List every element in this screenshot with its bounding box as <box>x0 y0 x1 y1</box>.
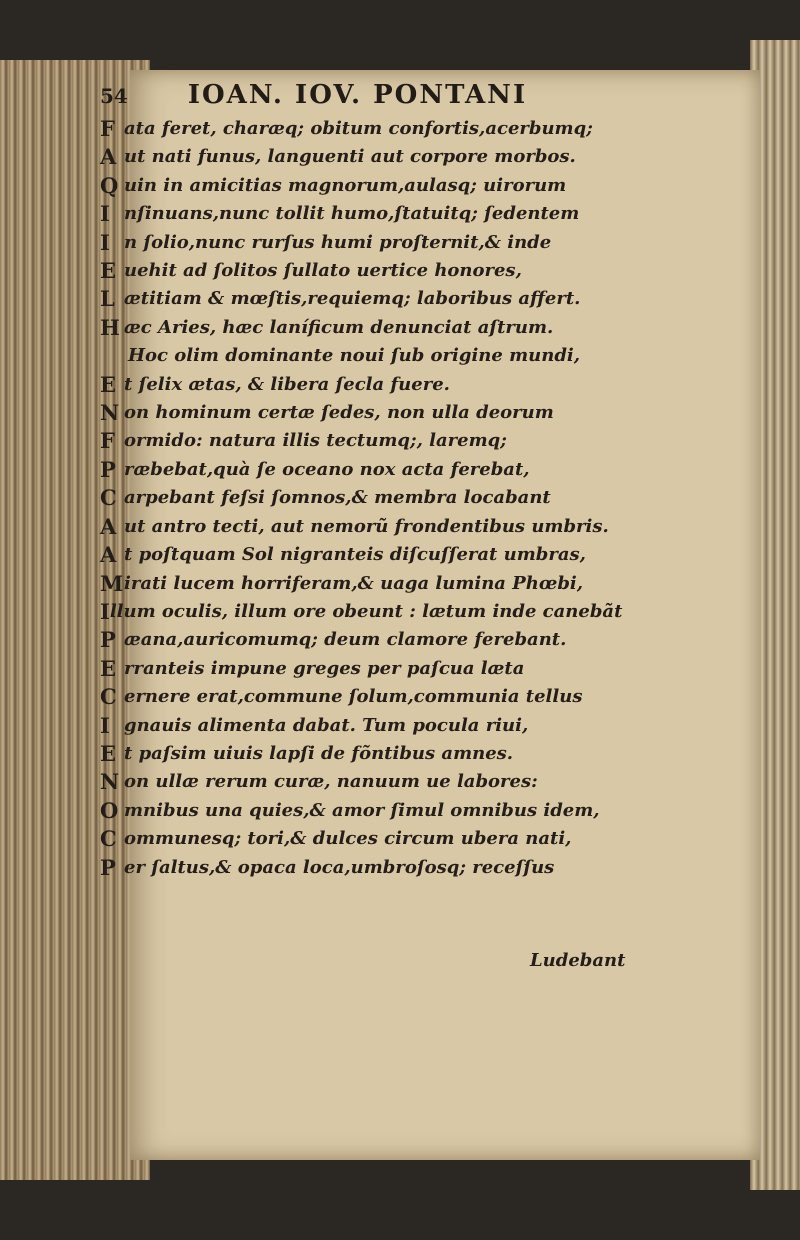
verse-text: t paſsim uiuis lapſi de fõntibus amnes. <box>124 742 514 764</box>
verse-text: gnauis alimenta dabat. Tum pocula riui, <box>124 714 529 736</box>
verse-initial: N <box>100 400 120 426</box>
verse-line <box>100 172 620 200</box>
verse-line <box>100 285 620 313</box>
verse-text: ut nati funus, languenti aut corpore morbos. <box>124 146 576 168</box>
verse-line <box>100 371 620 399</box>
verse-line <box>100 200 620 228</box>
verse-line <box>100 712 620 740</box>
verse-initial: M <box>100 570 124 596</box>
verse-initial: O <box>100 797 119 823</box>
verse-line <box>100 257 620 285</box>
verse-initial: C <box>100 826 117 852</box>
verse-line <box>100 484 620 512</box>
verse-text: uehit ad ſolitos ſullato uertice honores, <box>124 260 522 282</box>
verse-line <box>100 456 620 484</box>
verse-line <box>100 570 620 598</box>
verse-text: rranteis impune greges per paſcua læta <box>124 657 525 679</box>
verse-line <box>100 854 620 882</box>
verse-line <box>100 598 623 626</box>
page-header <box>100 80 760 116</box>
verse-line <box>100 399 620 427</box>
verse-text: er ſaltus,& opaca loca,umbroſosq; receſſus <box>124 856 555 878</box>
verse-line <box>100 626 620 654</box>
verse-text: æc Aries, hæc laníficum denunciat aſtrum. <box>124 316 554 338</box>
verse-text: ætitiam & mœſtis,requiemq; laboribus affert. <box>124 288 581 310</box>
verse-line <box>100 825 620 853</box>
verse-text: nſinuans,nunc tollit humo,ſtatuitq; ſedentem <box>124 203 580 225</box>
verse-text: llum oculis, illum ore obeunt : lætum inde canebãt <box>109 600 623 622</box>
verse-initial: E <box>100 740 117 766</box>
verse-text: ernere erat,commune ſolum,communia tellus <box>124 686 583 708</box>
verse-line <box>100 541 620 569</box>
verse-initial: I <box>100 712 110 738</box>
page-number: 54 <box>100 84 128 108</box>
verse-line <box>100 427 620 455</box>
verse-line <box>100 143 620 171</box>
verse-initial: A <box>100 542 117 568</box>
verse-text: ommunesq; tori,& dulces circum ubera nati, <box>124 828 572 850</box>
verse-text: n ſolio,nunc rurſus humi proſternit,& inde <box>124 231 552 253</box>
verse-initial: E <box>100 371 117 397</box>
verse-initial: N <box>100 769 120 795</box>
verse-line <box>100 655 620 683</box>
verse-initial: P <box>100 854 116 880</box>
verse-initial: L <box>100 286 115 312</box>
verse-line <box>100 314 620 342</box>
verse-initial: P <box>100 456 116 482</box>
verse-block <box>100 115 623 882</box>
verse-text: æana,auricomumq; deum clamore ferebant. <box>124 629 567 651</box>
verse-text: mnibus una quies,& amor ſimul omnibus idem, <box>124 799 600 821</box>
verse-text: ormido: natura illis tectumq;, laremq; <box>124 430 507 452</box>
verse-initial: F <box>100 116 115 141</box>
verse-initial: I <box>100 201 110 227</box>
verse-initial: C <box>100 684 117 710</box>
verse-line <box>100 229 620 257</box>
verse-initial: H <box>100 314 120 340</box>
verse-line <box>100 115 620 143</box>
verse-text: t poſtquam Sol nigranteis diſcuſſerat umbras, <box>124 544 586 566</box>
verse-initial: I <box>100 598 110 624</box>
verse-line <box>100 342 620 370</box>
verse-initial: I <box>100 229 110 255</box>
verse-text: ata feret, charæq; obitum confortis,acerbumq; <box>124 118 593 139</box>
verse-initial: A <box>100 513 117 539</box>
verse-initial: E <box>100 655 117 681</box>
verse-initial: P <box>100 627 116 653</box>
verse-line <box>100 740 620 768</box>
verse-text: on ullæ rerum curæ, nanuum ue labores: <box>124 771 538 793</box>
verse-initial: F <box>100 428 115 454</box>
verse-initial: E <box>100 258 117 284</box>
running-head: IOAN. IOV. PONTANI <box>187 80 528 110</box>
verse-initial: Q <box>100 172 119 198</box>
verse-text: Hoc olim dominante noui ſub origine mundi, <box>128 345 581 367</box>
verse-text: ut antro tecti, aut nemorũ frondentibus umbris. <box>124 515 609 537</box>
verse-text: on hominum certæ ſedes, non ulla deorum <box>124 402 554 424</box>
verse-line <box>100 513 620 541</box>
verse-text: uin in amicitias magnorum,aulasq; uirorum <box>124 174 567 196</box>
verse-line <box>100 768 620 796</box>
verse-initial: C <box>100 485 117 511</box>
verse-initial: A <box>100 144 117 170</box>
verse-text: irati lucem horriferam,& uaga lumina Phœbi, <box>124 572 584 594</box>
catchword: Ludebant <box>530 950 626 971</box>
verse-text: arpebant feſsi ſomnos,& membra locabant <box>124 487 551 509</box>
verse-line <box>100 797 620 825</box>
verse-text: t ſelix ætas, & libera ſecla fuere. <box>124 373 450 395</box>
verse-line <box>100 683 620 711</box>
verse-text: ræbebat,quà ſe oceano nox acta ferebat, <box>124 458 530 480</box>
